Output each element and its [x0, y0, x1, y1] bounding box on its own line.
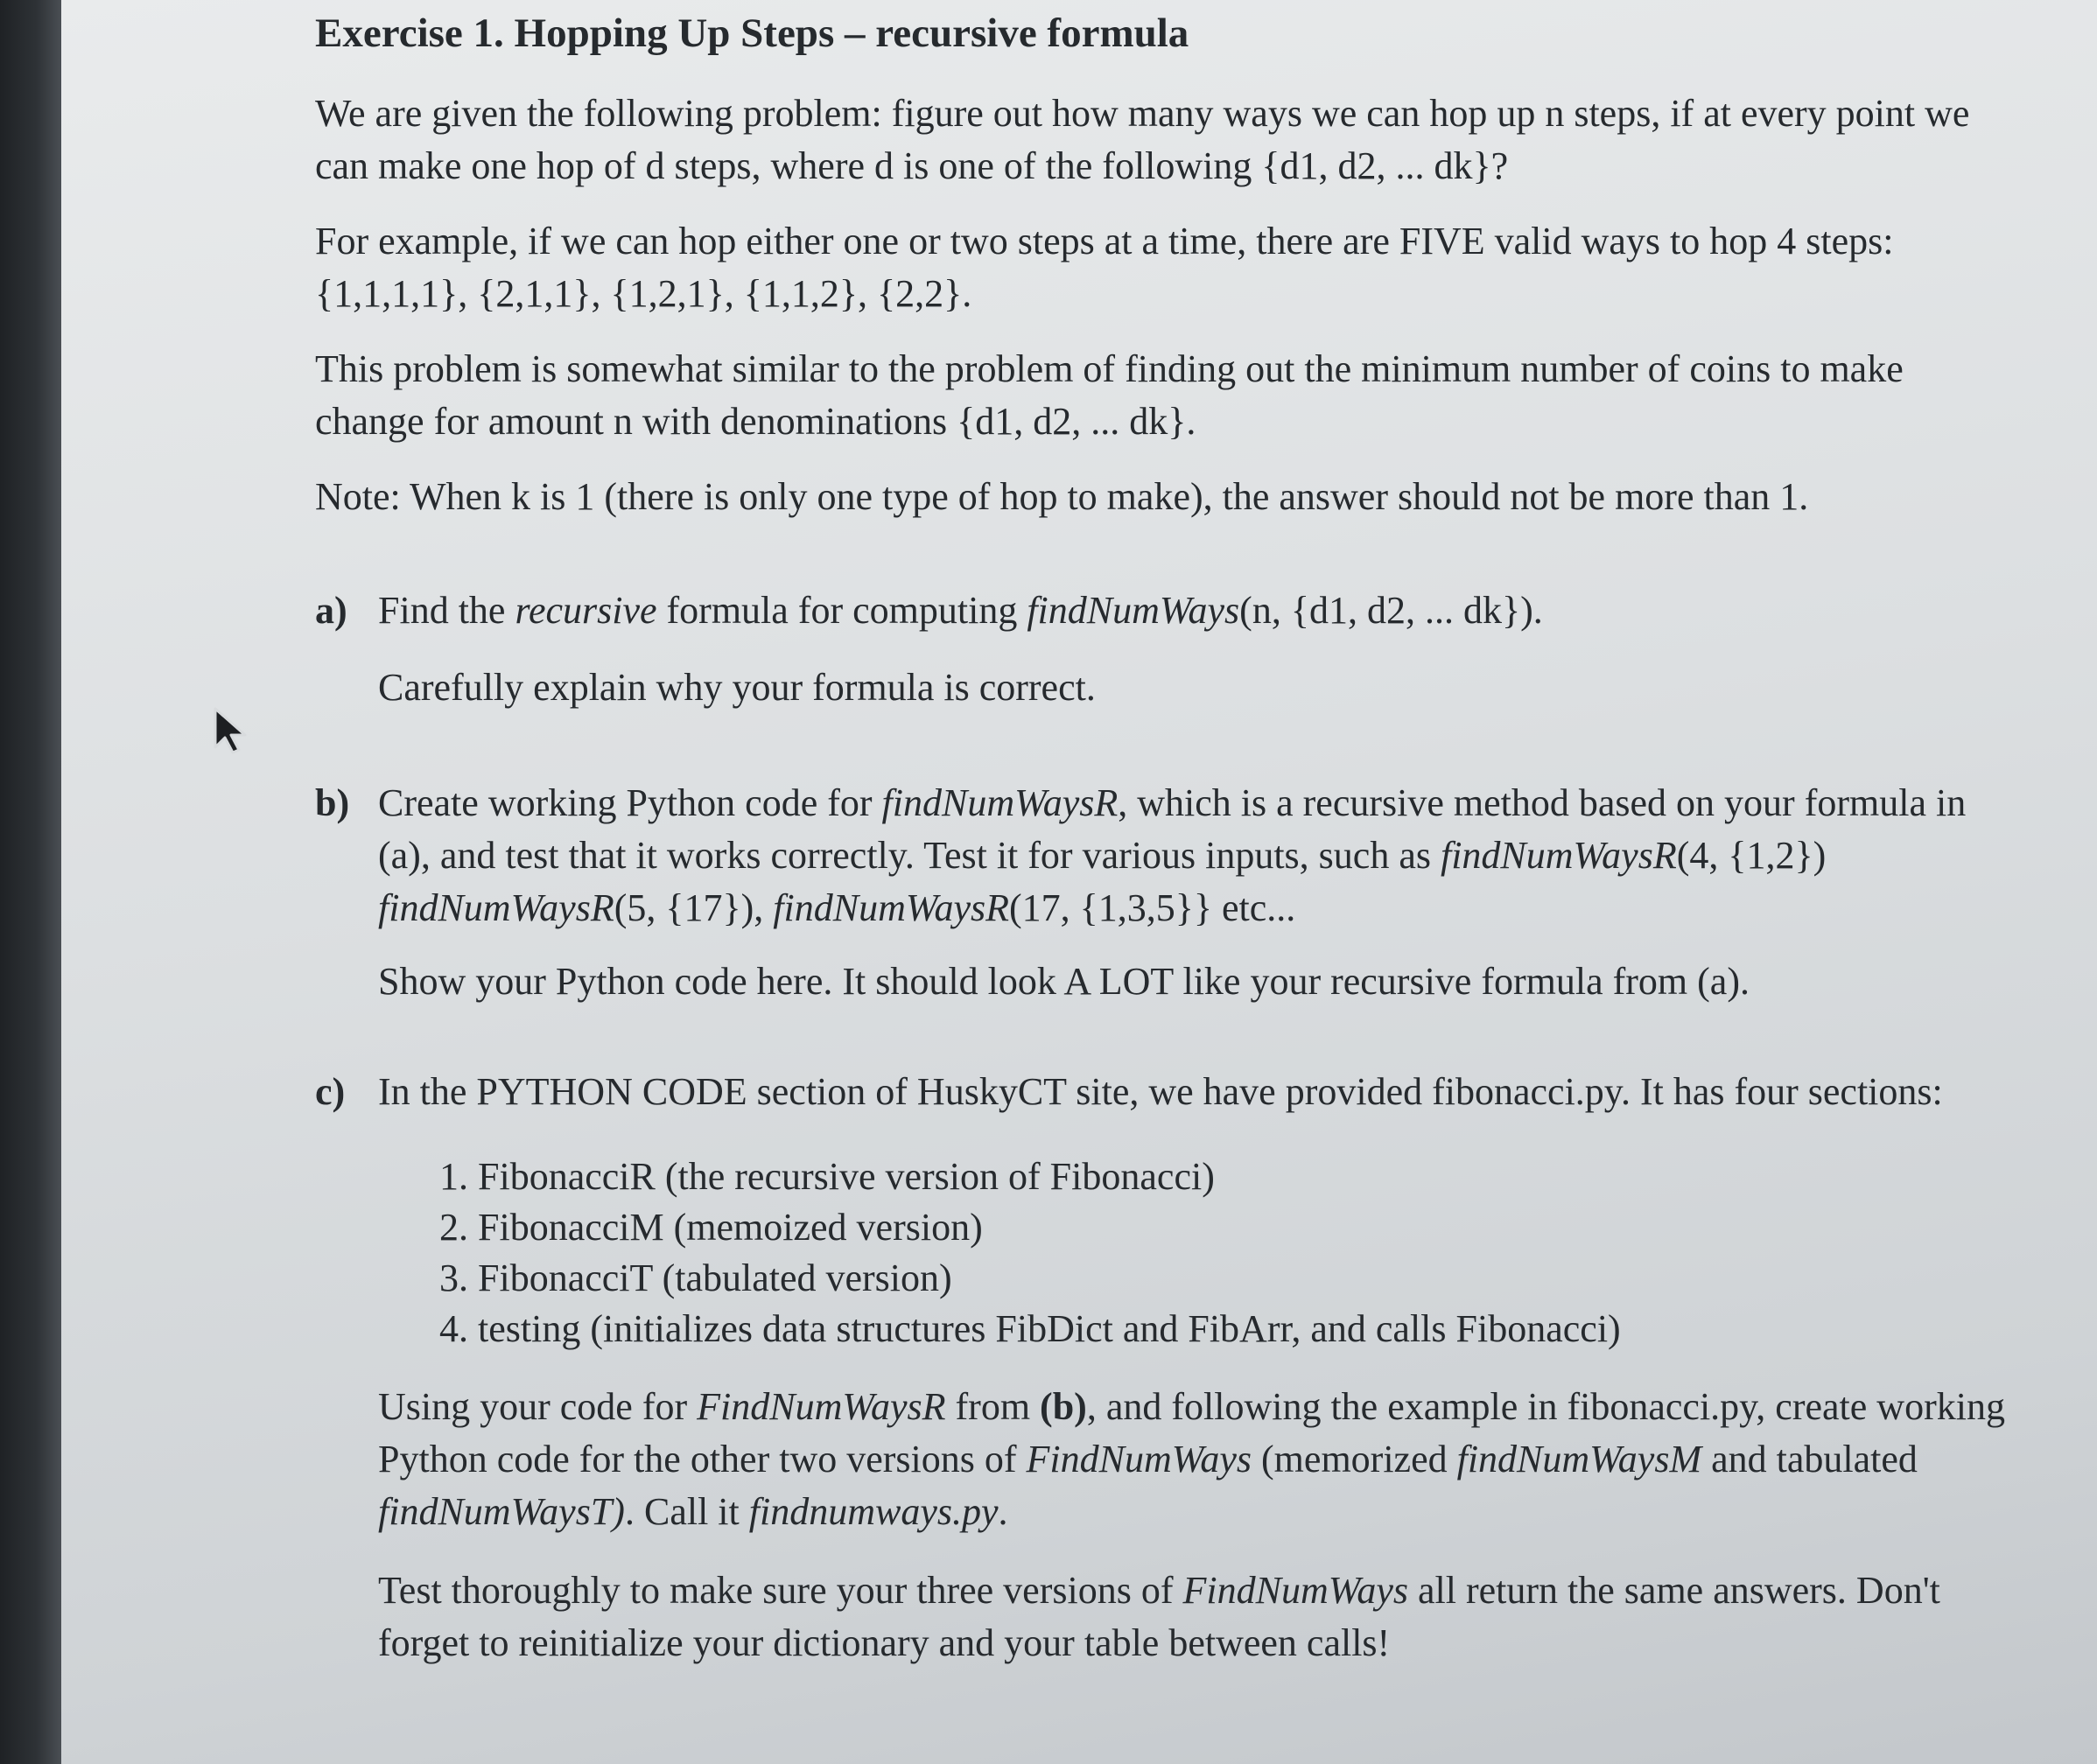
part-c-test-paragraph: Test thoroughly to make sure your three versions of FindNumWays all return the same answers. Don't forget to reinitialize your dictionary and your table between calls!	[378, 1569, 1940, 1664]
intro-paragraph: We are given the following problem: figure out how many ways we can hop up n steps, if at every point we can make one hop of d steps, where d is one of the following {d1, d2, ... dk}?	[315, 92, 1970, 187]
list-item: 1. FibonacciR (the recursive version of Fibonacci)	[439, 1155, 1215, 1198]
part-a	[315, 584, 2013, 714]
document-screen	[61, 0, 2097, 1764]
list-item: 3. FibonacciT (tabulated version)	[439, 1256, 952, 1299]
part-b-question: Create working Python code for findNumWaysR, which is a recursive method based on your formula in (a), and test that it works correctly. Test it for various inputs, such as findNumWaysR(4, {1,2}) findNumWaysR(5, {17}), findNumWaysR(17, {1,3,5}} etc...	[378, 781, 1967, 929]
similar-problem-paragraph: This problem is somewhat similar to the problem of finding out the minimum number of coins to make change for amount n with denominations {d1, d2, ... dk}.	[315, 347, 1904, 443]
exercise-title: Exercise 1. Hopping Up Steps – recursive formula	[315, 10, 1189, 56]
part-a-explain: Carefully explain why your formula is correct.	[378, 666, 1096, 709]
monitor-bezel	[0, 0, 61, 1764]
part-b	[315, 777, 2013, 1008]
part-b-marker: b)	[315, 781, 350, 824]
list-item: 4. testing (initializes data structures FibDict and FibArr, and calls Fibonacci)	[439, 1307, 1621, 1350]
part-c	[315, 1066, 2013, 1670]
fibonacci-sections-list	[439, 1152, 2013, 1354]
example-paragraph: For example, if we can hop either one or two steps at a time, there are FIVE valid ways to hop 4 steps: {1,1,1,1}, {2,1,1}, {1,2,1}, {1,1,2}, {2,2}.	[315, 220, 1894, 315]
part-b-show-code: Show your Python code here. It should look A LOT like your recursive formula from (a).	[378, 960, 1750, 1003]
part-c-marker: c)	[315, 1070, 346, 1113]
part-c-intro: In the PYTHON CODE section of HuskyCT site, we have provided fibonacci.py. It has four sections:	[378, 1070, 1943, 1113]
part-a-question: Find the recursive formula for computing findNumWays(n, {d1, d2, ... dk}).	[378, 589, 1543, 632]
part-a-marker: a)	[315, 589, 347, 632]
note-paragraph: Note: When k is 1 (there is only one type of hop to make), the answer should not be more than 1.	[315, 475, 1809, 518]
list-item: 2. FibonacciM (memoized version)	[439, 1206, 983, 1249]
part-c-using-paragraph: Using your code for FindNumWaysR from (b), and following the example in fibonacci.py, create working Python code for the other two versions of FindNumWays (memorized findNumWaysM and tabulated findNumWaysT). Call it findnumways.py.	[378, 1385, 2005, 1533]
mouse-pointer-icon	[212, 707, 249, 754]
